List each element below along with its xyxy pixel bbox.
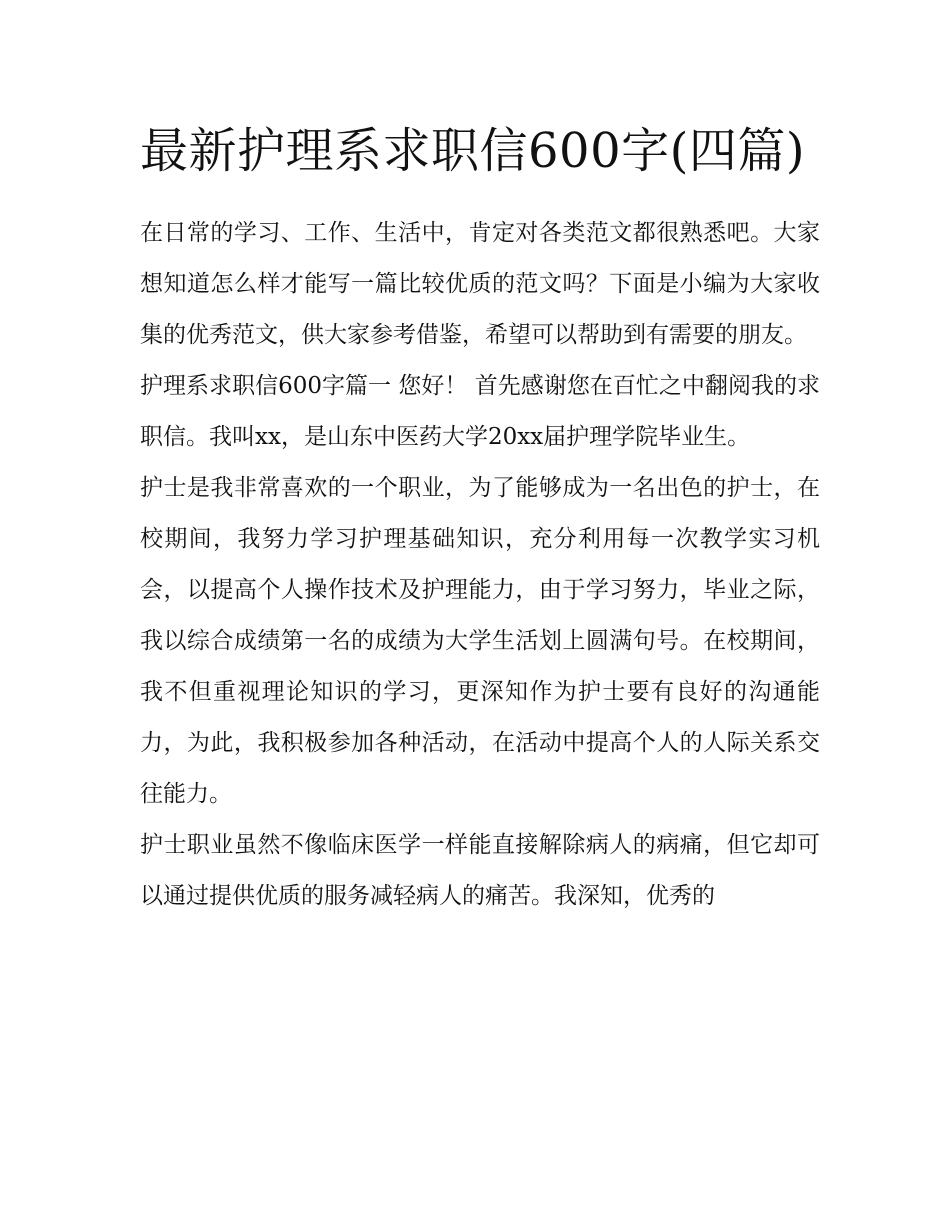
paragraph-intro: 在日常的学习、工作、生活中，肯定对各类范文都很熟悉吧。大家想知道怎么样才能写一篇比较优质的范文吗？下面是小编为大家收集的优秀范文，供大家参考借鉴，希望可以帮助到有需要的朋友。 — [140, 220, 820, 348]
paragraph-greeting: 护理系求职信600字篇一 您好！ 首先感谢您在百忙之中翻阅我的求职信。我叫xx，是山东中医药大学20xx届护理学院毕业生。 — [140, 373, 820, 450]
document-body — [140, 112, 820, 922]
paragraph-study: 护士是我非常喜欢的一个职业，为了能够成为一名出色的护士，在校期间，我努力学习护理基础知识，充分利用每一次教学实习机会，以提高个人操作技术及护理能力，由于学习努力，毕业之际，我以综合成绩第一名的成绩为大学生活划上圆满句号。在校期间，我不但重视理论知识的学习，更深知作为护士要有良好的沟通能力，为此，我积极参加各种活动，在活动中提高个人的人际关系交往能力。 — [140, 475, 820, 807]
paragraph-nursing: 护士职业虽然不像临床医学一样能直接解除病人的病痛，但它却可以通过提供优质的服务减轻病人的痛苦。我深知，优秀的 — [140, 832, 820, 909]
document-title: 最新护理系求职信600字(四篇) — [140, 123, 806, 179]
